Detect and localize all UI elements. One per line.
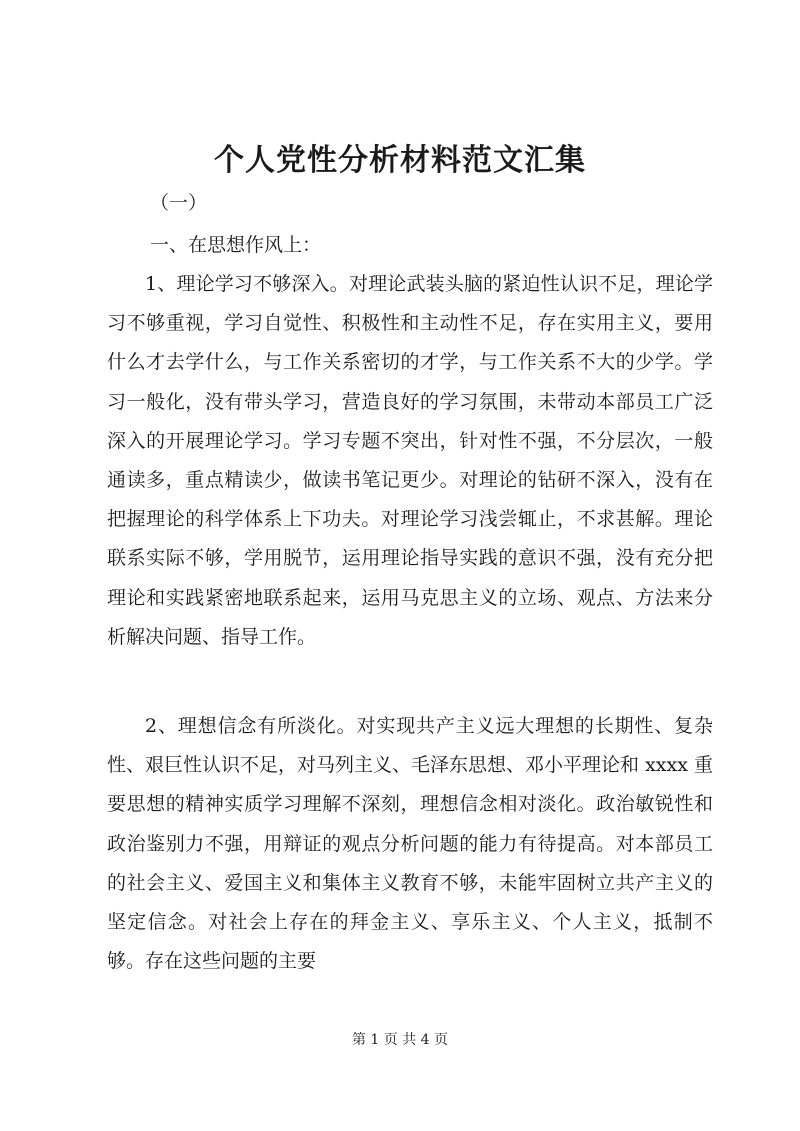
- section-marker: （一）: [150, 192, 208, 214]
- body-paragraph-2: 2、理想信念有所淡化。对实现共产主义远大理想的长期性、复杂性、艰巨性认识不足，对马列主义、毛泽东思想、邓小平理论和 xxxx 重要思想的精神实质学习理解不深刻，理想信念相对淡化。政治敏锐性和政治鉴别力不强，用辩证的观点分析问题的能力有待提高。对本部员工的社会主义、爱国主义和集体主义教育不够，未能牢固树立共产主义的坚定信念。对社会上存在的拜金主义、享乐主义、个人主义，抵制不够。存在这些问题的主要: [107, 715, 713, 973]
- section-subheading: 一、在思想作风上：: [150, 234, 322, 256]
- body-paragraph-1: 1、理论学习不够深入。对理论武装头脑的紧迫性认识不足，理论学习不够重视，学习自觉性、积极性和主动性不足，存在实用主义，要用什么才去学什么，与工作关系密切的才学，与工作关系不大的少学。学习一般化，没有带头学习，营造良好的学习氛围，未带动本部员工广泛深入的开展理论学习。学习专题不突出，针对性不强，不分层次，一般通读多，重点精读少，做读书笔记更少。对理论的钻研不深入，没有在把握理论的科学体系上下功夫。对理论学习浅尝辄止，不求甚解。理论联系实际不够，学用脱节，运用理论指导实践的意识不强，没有充分把理论和实践紧密地联系起来，运用马克思主义的立场、观点、方法来分析解决问题、指导工作。: [107, 273, 713, 648]
- page-number-footer: 第 1 页 共 4 页: [351, 1032, 449, 1048]
- document-title: 个人党性分析材料范文汇集: [214, 143, 586, 178]
